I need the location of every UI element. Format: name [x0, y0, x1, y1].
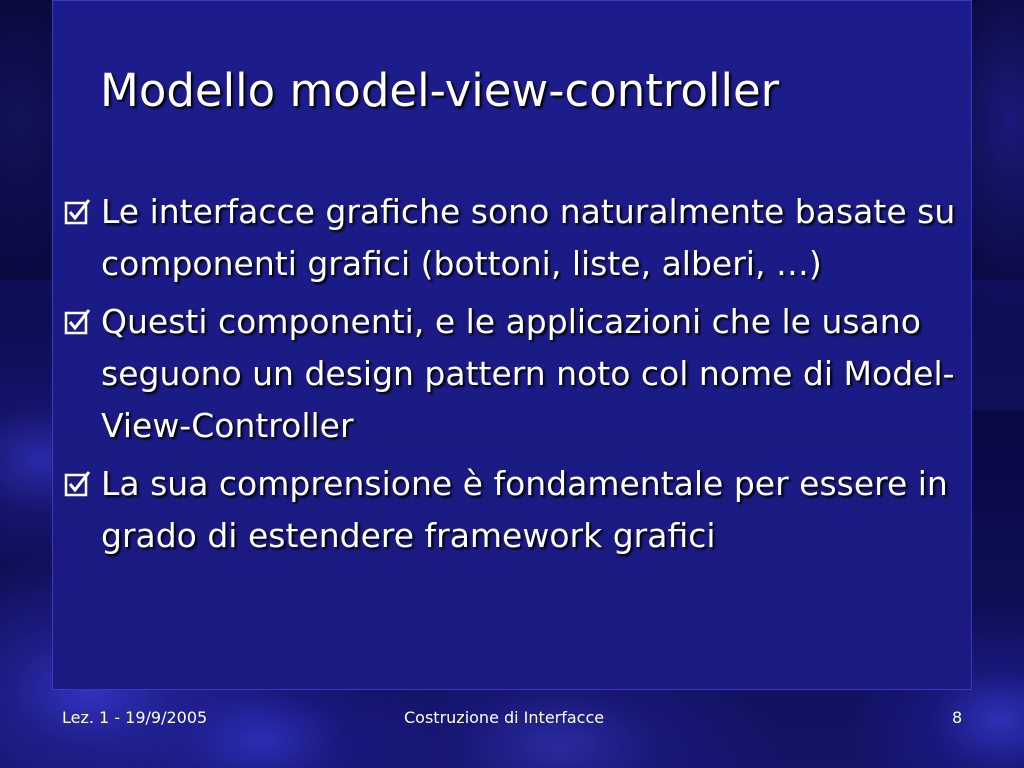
bullet-text: Le interfacce grafiche sono naturalmente basate su componenti grafici (bottoni, liste, alberi, …): [101, 192, 956, 283]
checkbox-checked-icon: [64, 197, 92, 227]
checkbox-checked-icon: [64, 469, 92, 499]
footer-course-title: Costruzione di Interfacce: [404, 708, 605, 727]
bullet-list: [64, 186, 964, 568]
bullet-text: Questi componenti, e le applicazioni che le usano seguono un design pattern noto col nome di Model-View-Controller: [101, 302, 955, 445]
page-number: 8: [952, 708, 963, 727]
footer-date: Lez. 1 - 19/9/2005: [62, 708, 208, 727]
bullet-item: [64, 186, 964, 290]
checkbox-checked-icon: [64, 307, 92, 337]
background-decoration-left: [0, 280, 52, 410]
bullet-item: [64, 458, 964, 562]
bullet-item: [64, 296, 964, 452]
slide-title: Modello model-view-controller: [100, 64, 780, 117]
bullet-text: La sua comprensione è fondamentale per essere in grado di estendere framework grafici: [101, 464, 948, 555]
background-decoration-right: [972, 280, 1024, 410]
